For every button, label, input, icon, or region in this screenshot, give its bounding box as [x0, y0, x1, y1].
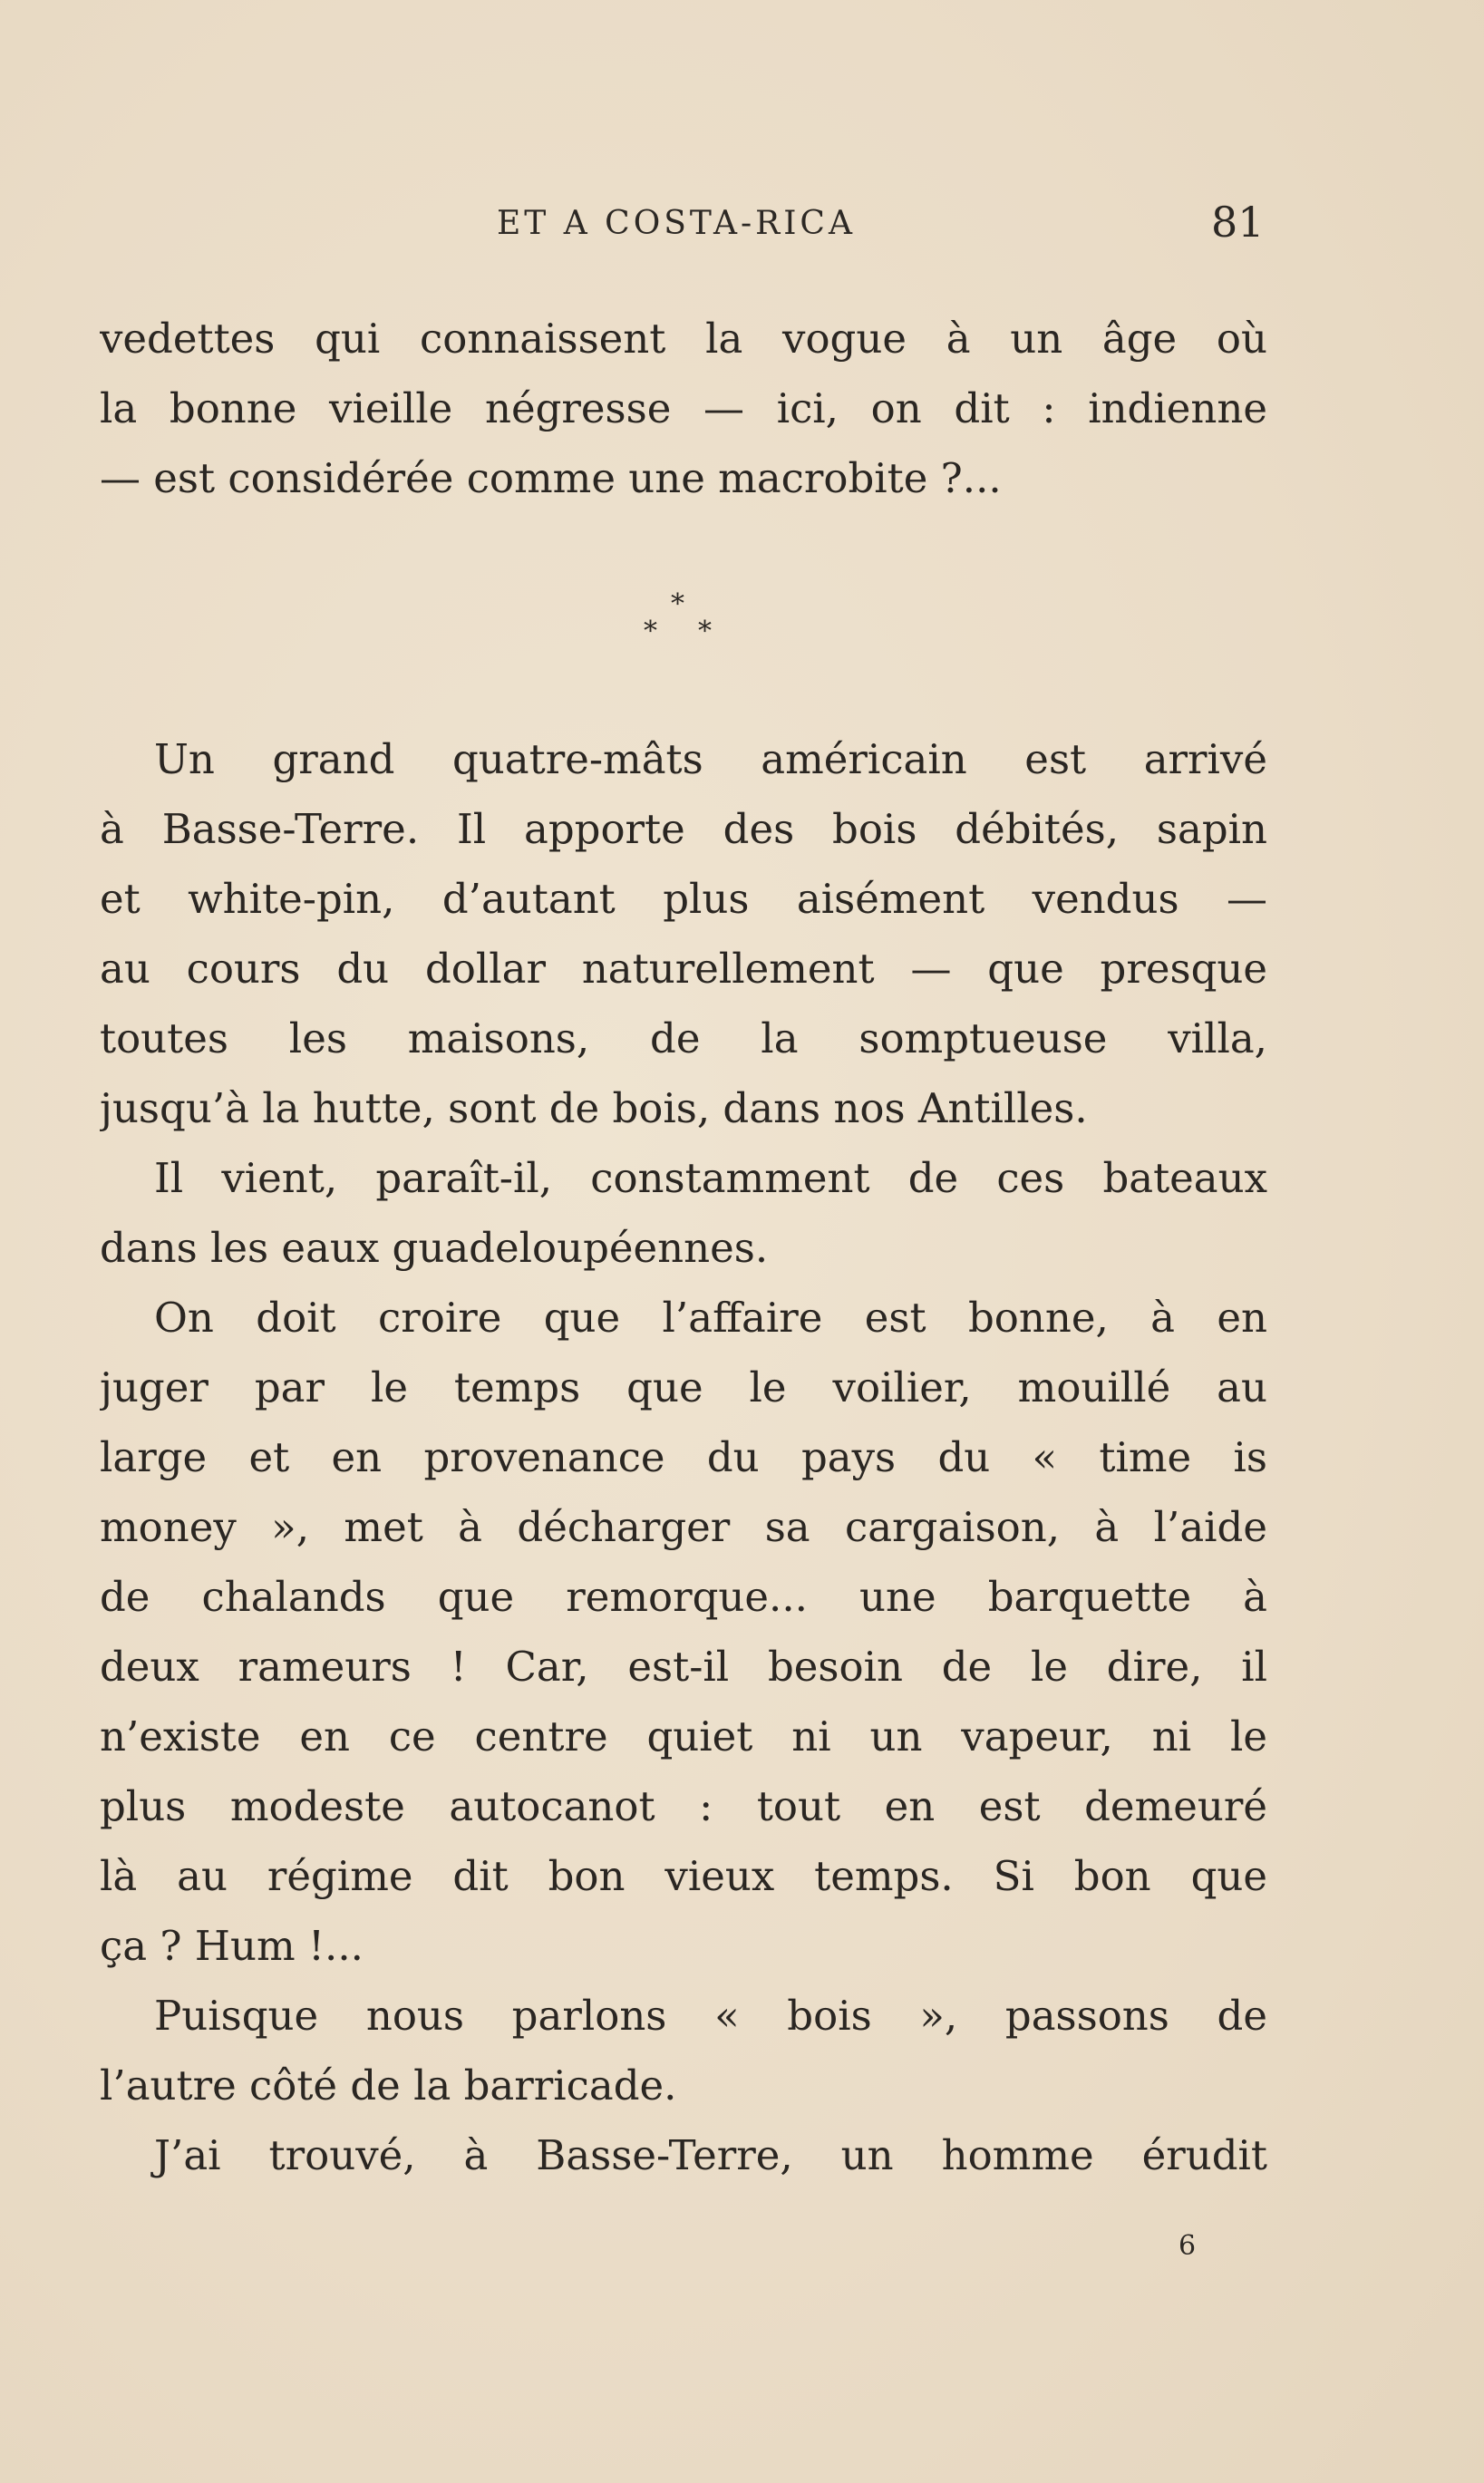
text-line: ça ? Hum !...	[100, 1922, 364, 1970]
signature-mark: 6	[1178, 2230, 1197, 2262]
text-line: Un grand quatre-mâts américain est arrivé	[154, 735, 1267, 783]
main-text	[100, 724, 1267, 2190]
text-line: l’autre côté de la barricade.	[100, 2061, 677, 2110]
running-title: ET A COSTA-RICA	[497, 205, 856, 242]
running-head	[0, 198, 1484, 252]
text-line: Puisque nous parlons « bois », passons de	[154, 1992, 1267, 2040]
paragraph-continuation	[100, 304, 1267, 513]
asterism-star: *	[698, 616, 712, 647]
text-line: là au régime dit bon vieux temps. Si bon que	[100, 1852, 1267, 1900]
text-line: On doit croire que l’affaire est bonne, à en	[154, 1294, 1267, 1342]
text-line: juger par le temps que le voilier, mouillé au	[100, 1363, 1267, 1411]
text-line: plus modeste autocanot : tout en est demeuré	[100, 1782, 1267, 1830]
page-number: 81	[1211, 198, 1265, 247]
text-line: la bonne vieille négresse — ici, on dit : indienne	[100, 384, 1267, 432]
text-line: au cours du dollar naturellement — que presque	[100, 945, 1267, 993]
text-line: money », met à décharger sa cargaison, à l’aide	[100, 1503, 1267, 1551]
text-line: Il vient, paraît-il, constamment de ces bateaux	[154, 1154, 1267, 1202]
text-line: deux rameurs ! Car, est-il besoin de le dire, il	[100, 1643, 1267, 1691]
text-line: large et en provenance du pays du « time is	[100, 1433, 1267, 1481]
asterism-star: *	[671, 588, 684, 620]
text-line: jusqu’à la hutte, sont de bois, dans nos Antilles.	[100, 1084, 1088, 1132]
text-line: toutes les maisons, de la somptueuse villa,	[100, 1014, 1267, 1062]
text-line: de chalands que remorque... une barquette à	[100, 1573, 1267, 1621]
text-line: à Basse-Terre. Il apporte des bois débités, sapin	[100, 805, 1267, 853]
text-line: vedettes qui connaissent la vogue à un âge où	[100, 315, 1267, 363]
text-line: et white-pin, d’autant plus aisément vendus —	[100, 875, 1267, 923]
text-line: — est considérée comme une macrobite ?...	[100, 454, 1002, 502]
text-line: J’ai trouvé, à Basse-Terre, un homme érudit	[154, 2131, 1267, 2179]
text-line: n’existe en ce centre quiet ni un vapeur, ni le	[100, 1712, 1267, 1760]
text-line: dans les eaux guadeloupéennes.	[100, 1224, 769, 1272]
section-asterism	[635, 580, 716, 653]
asterism-star: *	[644, 616, 657, 647]
